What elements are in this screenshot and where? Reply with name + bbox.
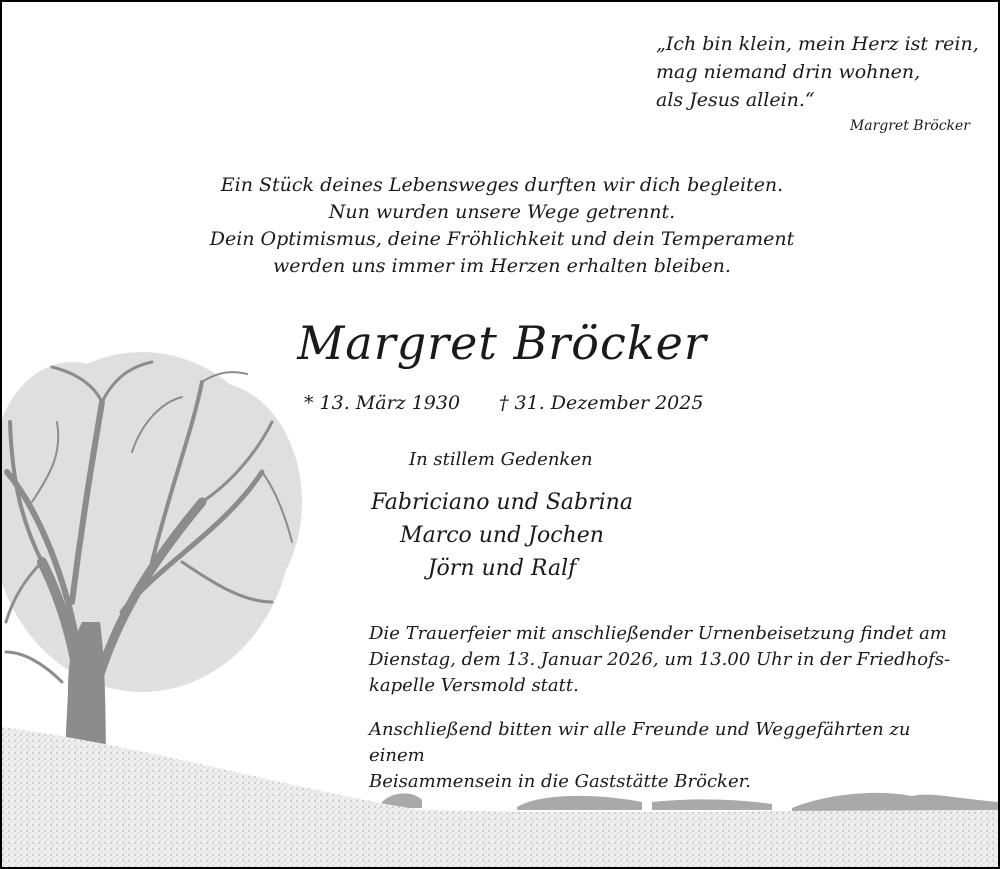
poem-line: werden uns immer im Herzen erhalten bleiben. — [273, 255, 731, 277]
quote-line: „Ich bin klein, mein Herz ist rein, — [656, 33, 979, 55]
quote-line: mag niemand drin wohnen, — [656, 61, 921, 83]
invitation-line: Beisammensein in die Gaststätte Bröcker. — [369, 771, 751, 792]
invitation-info — [369, 717, 969, 795]
mourner-entry: Fabriciano und Sabrina — [371, 490, 633, 515]
tree-crown — [2, 352, 302, 692]
invitation-line: Anschließend bitten wir alle Freunde und Weggefährten zu einem — [369, 719, 911, 766]
distant-hills — [382, 793, 998, 812]
quote-line: als Jesus allein.“ — [656, 89, 815, 111]
quote-block — [656, 30, 979, 114]
death-date: † 31. Dezember 2025 — [499, 392, 704, 414]
poem-line: Nun wurden unsere Wege getrennt. — [328, 201, 676, 223]
poem-block — [102, 172, 902, 280]
mourner-entry: Jörn und Ralf — [427, 556, 577, 581]
deceased-name: Margret Bröcker — [297, 316, 707, 370]
service-info — [369, 621, 969, 699]
birth-date: * 13. März 1930 — [304, 392, 461, 414]
poem-line: Dein Optimismus, deine Fröhlichkeit und dein Temperament — [209, 228, 795, 250]
poem-line: Ein Stück deines Lebensweges durften wir dich begleiten. — [220, 174, 784, 196]
memory-caption: In stillem Gedenken — [409, 449, 593, 470]
quote-author: Margret Bröcker — [849, 118, 970, 134]
mourner-entry: Marco und Jochen — [400, 523, 604, 548]
service-line: Dienstag, dem 13. Januar 2026, um 13.00 Uhr in der Friedhofs- — [369, 649, 951, 670]
mourners-list — [302, 486, 702, 585]
service-line: Die Trauerfeier mit anschließender Urnenbeisetzung findet am — [369, 623, 947, 644]
service-line: kapelle Versmold statt. — [369, 675, 579, 696]
